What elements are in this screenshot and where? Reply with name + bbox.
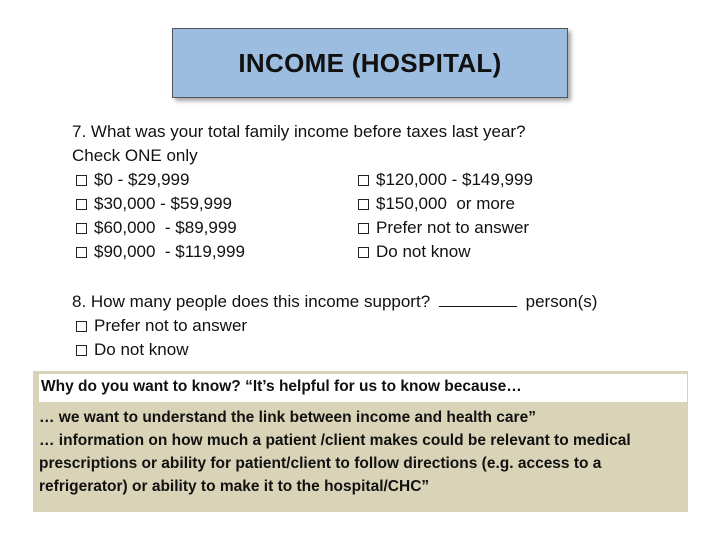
question-8-text — [72, 290, 692, 314]
option-label: $90,000 - $119,999 — [94, 242, 245, 261]
why-reason-2: … information on how much a patient /client makes could be relevant to medical prescriptions or ability for patient/client to follow directions (e.g. access to a refrigerator) or ability to make it to the hospital/CHC” — [39, 432, 631, 495]
option-label: $30,000 - $59,999 — [94, 194, 233, 213]
option-150000-or-more[interactable] — [358, 192, 533, 216]
question-7-text: 7. What was your total family income before taxes last year? — [72, 122, 526, 141]
title-box — [172, 28, 568, 98]
option-prefer-not-to-answer[interactable] — [358, 216, 533, 240]
checkbox-icon[interactable] — [76, 199, 87, 210]
question-7 — [72, 120, 692, 264]
option-120000-149999[interactable] — [358, 168, 533, 192]
why-heading: Why do you want to know? “It’s helpful for us to know because… — [39, 374, 687, 402]
option-label: $150,000 or more — [376, 194, 515, 213]
why-reason-1: … we want to understand the link between income and health care” — [39, 409, 536, 426]
option-do-not-know[interactable] — [76, 338, 692, 362]
checkbox-icon[interactable] — [358, 199, 369, 210]
checkbox-icon[interactable] — [76, 223, 87, 234]
option-30000-59999[interactable] — [76, 192, 245, 216]
option-label: Do not know — [94, 340, 189, 359]
option-label: Prefer not to answer — [94, 316, 248, 335]
question-7-options — [72, 168, 692, 264]
question-8-prompt: 8. How many people does this income support? — [72, 292, 431, 311]
checkbox-icon[interactable] — [358, 223, 369, 234]
option-0-29999[interactable] — [76, 168, 245, 192]
checkbox-icon[interactable] — [358, 247, 369, 258]
question-8-unit: person(s) — [525, 292, 598, 311]
option-60000-89999[interactable] — [76, 216, 245, 240]
option-label: $0 - $29,999 — [94, 170, 190, 189]
option-label: Prefer not to answer — [376, 218, 530, 237]
why-explanation-box — [33, 371, 688, 512]
question-8 — [72, 290, 692, 362]
option-label: $60,000 - $89,999 — [94, 218, 237, 237]
option-label: Do not know — [376, 242, 471, 261]
checkbox-icon[interactable] — [76, 247, 87, 258]
checkbox-icon[interactable] — [76, 321, 87, 332]
question-7-instruction: Check ONE only — [72, 146, 198, 165]
checkbox-icon[interactable] — [76, 175, 87, 186]
options-right-column — [358, 168, 533, 264]
checkbox-icon[interactable] — [358, 175, 369, 186]
option-do-not-know[interactable] — [358, 240, 533, 264]
checkbox-icon[interactable] — [76, 345, 87, 356]
option-prefer-not-to-answer[interactable] — [76, 314, 692, 338]
options-left-column — [76, 168, 245, 264]
option-label: $120,000 - $149,999 — [376, 170, 533, 189]
page-title: INCOME (HOSPITAL) — [238, 47, 502, 78]
option-90000-119999[interactable] — [76, 240, 245, 264]
why-body — [39, 406, 684, 498]
persons-count-field[interactable] — [439, 292, 517, 307]
